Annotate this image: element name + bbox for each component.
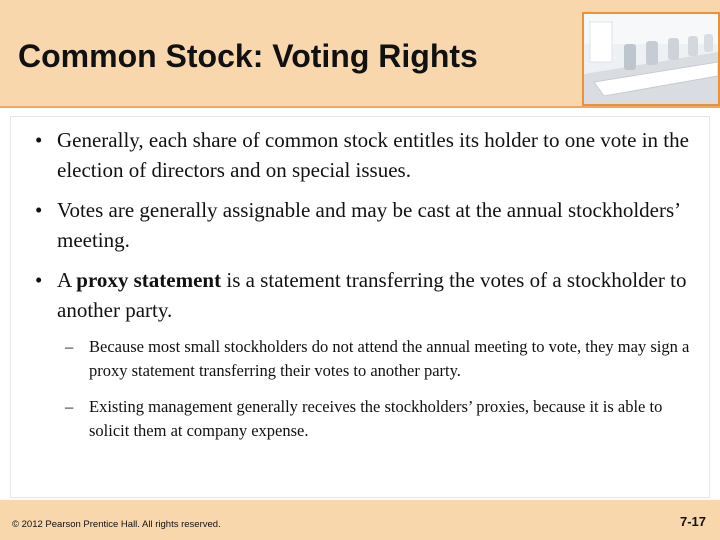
bullet-mark: •	[35, 268, 43, 292]
bullet-votes-assignable	[35, 195, 695, 255]
sub-bullet-mark: –	[65, 337, 74, 356]
sub-bullet-mark: –	[65, 397, 74, 416]
bullet-mark: •	[35, 128, 43, 152]
conference-room-image	[584, 14, 718, 104]
bullet-voting-rights	[35, 125, 695, 185]
bullet-text: Votes are generally assignable and may be cast at the annual stockholders’ meeting.	[57, 198, 680, 252]
sub-bullet-existing-management	[65, 395, 705, 443]
sub-bullet-small-stockholders	[65, 335, 705, 383]
slide-title: Common Stock: Voting Rights	[18, 38, 478, 74]
bullet-text	[57, 265, 695, 325]
conference-room-photo	[582, 12, 720, 106]
sub-bullet-text: Because most small stockholders do not attend the annual meeting to vote, they may sign a proxy statement transferring their votes to another party.	[89, 337, 690, 380]
copyright-notice: © 2012 Pearson Prentice Hall. All rights reserved.	[12, 519, 221, 530]
content-panel	[10, 116, 710, 498]
title-bar	[0, 0, 720, 108]
page-number: 7-17	[679, 514, 706, 529]
bullet-text: Generally, each share of common stock entitles its holder to one vote in the election of directors and on special issues.	[57, 128, 689, 182]
bullet-text-after: is a statement transferring the votes of a stockholder to another party.	[57, 268, 687, 322]
bullet-text-before: A	[57, 268, 77, 292]
proxy-statement-term: proxy statement	[76, 268, 222, 292]
footer-bar	[0, 500, 720, 540]
sub-bullet-text: Existing management generally receives the stockholders’ proxies, because it is able to solicit them at company expense.	[89, 397, 663, 440]
bullet-mark: •	[35, 198, 43, 222]
bullet-proxy-statement	[35, 265, 695, 325]
